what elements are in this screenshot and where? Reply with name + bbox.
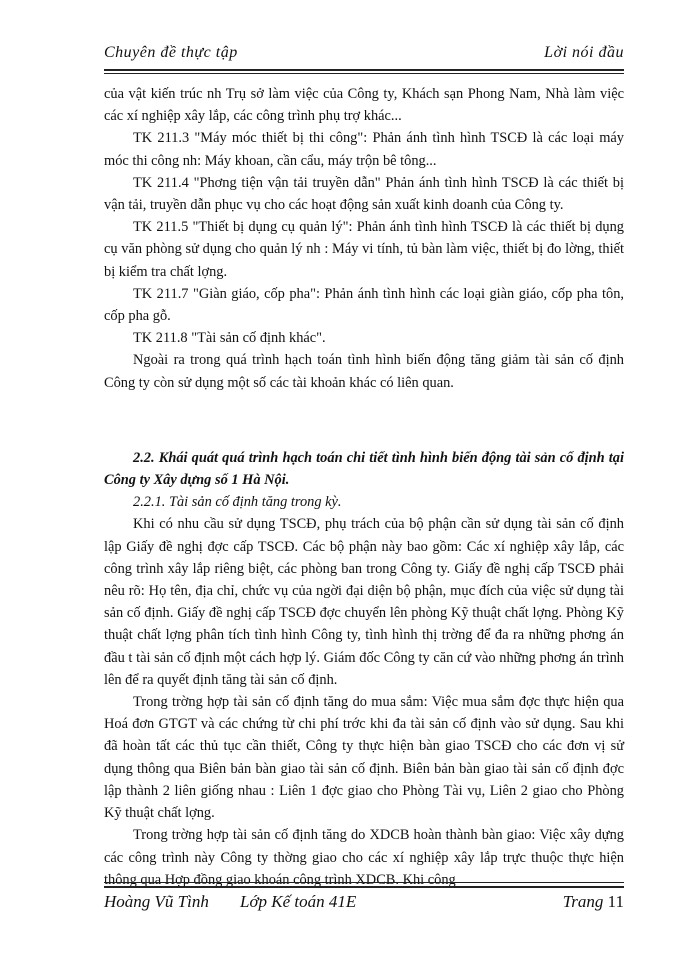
paragraph: TK 211.8 "Tài sản cố định khác".: [133, 330, 326, 347]
header-rule: [104, 69, 624, 71]
header-section: Lời nói đầu: [544, 44, 624, 61]
paragraph: Trong trờng hợp tài sản cố định tăng do XDCB hoàn thành bàn giao: Việc xây dựng các công trình này Công ty thờng giao cho các xí nghiệp xây lắp trực thuộc thực hiện thông qua Hợp đồng giao khoán công trình XDCB. Khi công: [104, 827, 624, 888]
paragraph: TK 211.4 "Phơng tiện vận tải truyền dẫn" Phản ánh tình hình TSCĐ là các thiết bị vận tải, truyền dẫn phục vụ cho các hoạt động sản xuất kinh doanh của Công ty.: [104, 174, 624, 214]
paragraph: Ngoài ra trong quá trình hạch toán tình hình biến động tăng giảm tài sản cố định Công ty còn sử dụng một số các tài khoản khác có liên quan.: [104, 352, 624, 391]
footer-class: Lớp Kế toán 41E: [240, 892, 357, 911]
page-number: [563, 892, 624, 912]
page-label: Trang: [562, 892, 604, 911]
page-body: [104, 83, 624, 891]
spacer: [104, 394, 624, 447]
paragraph: TK 211.3 "Máy móc thiết bị thi công": Phản ánh tình hình TSCĐ là các loại máy móc thi công nh: Máy khoan, cần cẩu, máy trộn bê tông...: [104, 130, 624, 169]
paragraph: Trong trờng hợp tài sản cố định tăng do mua sắm: Việc mua sắm đợc thực hiện qua Hoá đơn GTGT và các chứng từ chi phí trớc khi đa tài sản cố định vào sử dụng. Sau khi đã hoàn tất các thủ tục cần thiết, Công ty thực hiện bàn giao TSCĐ cho các đơn vị sử dụng thông qua Biên bản bàn giao tài sản cố định. Biên bản bàn giao tài sản cố định đợc lập thành 2 liên giống nhau : Liên 1 đợc giao cho Phòng Tài vụ, Liên 2 giao cho Phòng Kỹ thuật chất lợng.: [104, 694, 624, 822]
subsection-heading: 2.2.1. Tài sản cố định tăng trong kỳ.: [133, 494, 342, 511]
footer-rule: [104, 886, 624, 888]
paragraph: TK 211.7 "Giàn giáo, cốp pha": Phản ánh tình hình các loại giàn giáo, cốp pha tôn, cốp pha gỗ.: [104, 285, 624, 325]
section-heading: 2.2. Khái quát quá trình hạch toán chi tiết tình hình biến động tài sản cố định tại Công ty Xây dựng số 1 Hà Nội.: [104, 449, 624, 489]
paragraph: Khi có nhu cầu sử dụng TSCĐ, phụ trách của bộ phận cần sử dụng tài sản cố định lập Giấy đề nghị đợc cấp TSCĐ. Các bộ phận này bao gồm: Các xí nghiệp xây lắp, các công trình xây lắp riêng biệt, các phòng ban trong Công ty. Giấy đề nghị cấp TSCĐ phải nêu rõ: Họ tên, địa chỉ, chức vụ của ngời đại diện bộ phận, mục đích của việc sử dụng tài sản cố định. Giấy đề nghị cấp TSCĐ đợc chuyển lên phòng Kỹ thuật chất lợng. Phòng Kỹ thuật chất lợng phân tích tình hình Công ty, tình hình thị trờng để đa ra những phơng án đầu t tài sản cố định một cách hợp lý. Giám đốc Công ty căn cứ vào những phơng án trình lên để ra quyết định tăng tài sản cố định.: [104, 516, 624, 688]
footer-rule-thin: [104, 882, 624, 883]
header-title: Chuyên đề thực tập: [104, 44, 238, 61]
header-rule-thin: [104, 73, 624, 74]
page-footer: [104, 882, 624, 914]
footer-author: Hoàng Vũ Tình: [104, 892, 209, 911]
paragraph: TK 211.5 "Thiết bị dụng cụ quản lý": Phản ánh tình hình TSCĐ là các thiết bị dụng cụ văn phòng sử dụng cho quản lý nh : Máy vi tính, tủ bàn làm việc, thiết bị đo lờng, thiết bị kiểm tra chất lợng.: [104, 219, 624, 280]
page-number-value: 11: [607, 892, 624, 911]
paragraph: của vật kiến trúc nh Trụ sở làm việc của Công ty, Khách sạn Phong Nam, Nhà làm việc các xí nghiệp xây lắp, các công trình phụ trợ khác...: [104, 86, 624, 125]
page-header: [104, 44, 624, 70]
